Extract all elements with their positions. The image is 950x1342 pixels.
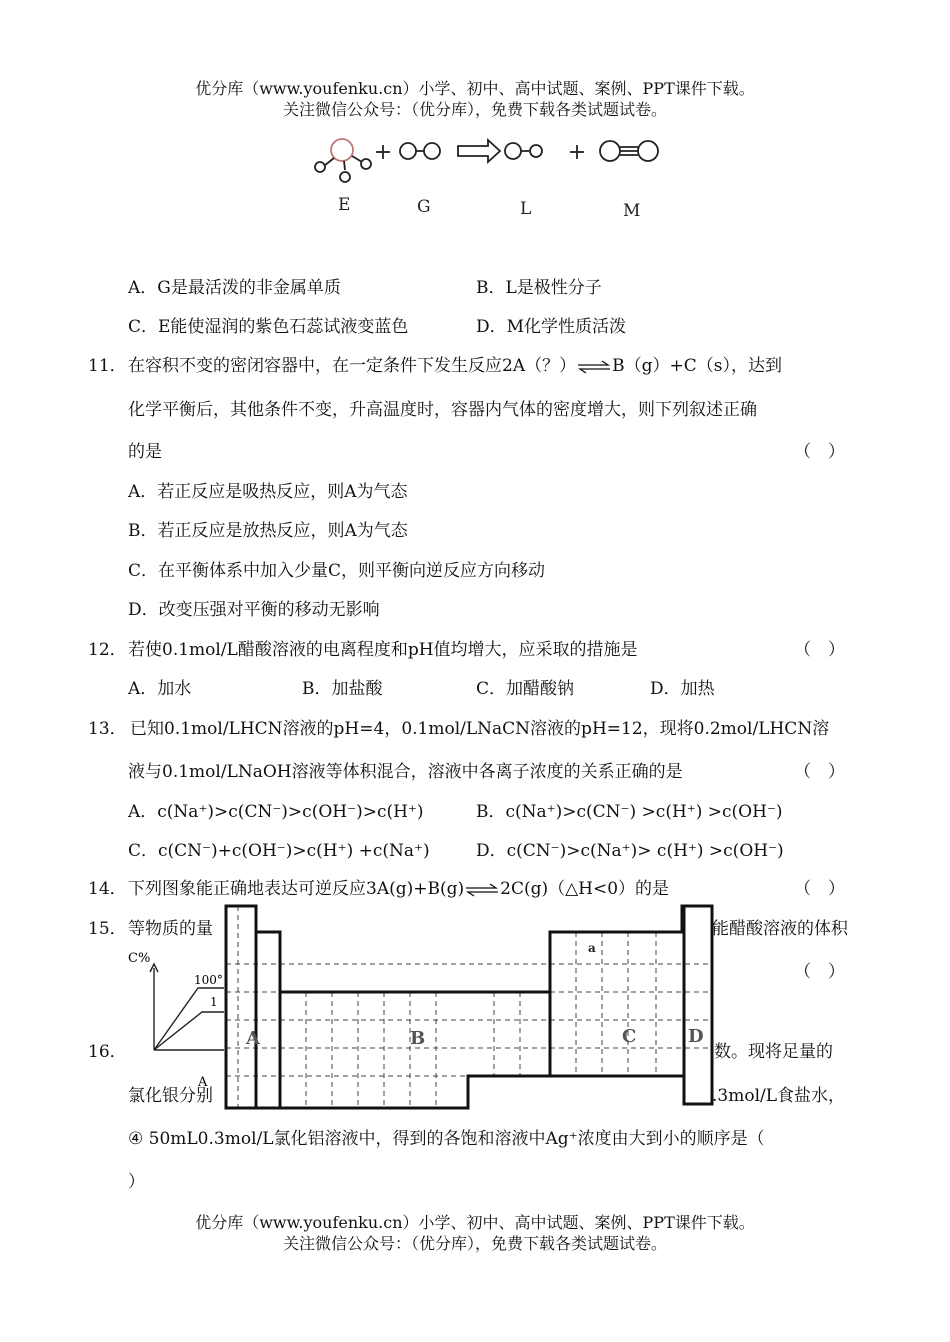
label-e: E — [338, 195, 351, 215]
q12-option-b: B．加盐酸 — [302, 679, 383, 699]
q12-number: 12． — [88, 640, 127, 660]
q11-line1-post: B（g）+C（s），达到 — [612, 356, 782, 376]
q14-answer-paren: （ ） — [794, 879, 845, 899]
q16-line2-right: .3mol/L食盐水， — [712, 1086, 846, 1106]
q15-left-text: 等物质的量 — [128, 919, 213, 939]
q13-option-d: D．c(CN⁻)>c(Na⁺)> c(H⁺) >c(OH⁻) — [476, 841, 784, 861]
footer-line-2: 关注微信公众号：（优分库），免费下载各类试题试卷。 — [282, 1234, 667, 1253]
q14-stem-post: 2C(g)（△H<0）的是 — [500, 879, 670, 899]
label-m: M — [623, 201, 641, 221]
graph-y-label: C% — [128, 951, 151, 966]
q14-stem — [128, 877, 669, 901]
q11-line2: 化学平衡后，其他条件不变，升高温度时，容器内气体的密度增大，则下列叙述正确 — [128, 400, 757, 420]
graph-tick-100: 100° — [194, 973, 223, 987]
table-label-d: D — [688, 1026, 704, 1047]
q11-option-b: B．若正反应是放热反应，则A为气态 — [128, 521, 408, 541]
q12-option-d: D．加热 — [650, 679, 715, 699]
q13-option-c: C．c(CN⁻)+c(OH⁻)>c(H⁺) +c(Na⁺) — [128, 841, 430, 861]
q13-answer-paren: （ ） — [794, 762, 845, 782]
q11-line1 — [128, 354, 782, 378]
q13-line2: 液与0.1mol/LNaOH溶液等体积混合，溶液中各离子浓度的关系正确的是 — [128, 762, 683, 782]
table-label-c: C — [622, 1026, 637, 1047]
periodic-table-overlay — [220, 904, 720, 1112]
q15-number: 15． — [88, 919, 127, 939]
q11-line3: 的是 — [128, 442, 162, 462]
q14-graph-a — [120, 940, 230, 1090]
q10-option-c: C．E能使湿润的紫色石蕊试液变蓝色 — [128, 317, 409, 337]
q10-option-a: A．G是最活泼的非金属单质 — [128, 278, 341, 298]
footer-line-1: 优分库（www.youfenku.cn）小学、初中、高中试题、案例、PPT课件下载。 — [195, 1213, 755, 1232]
equilibrium-arrow-icon — [464, 883, 500, 897]
q16-line2-left: 氯化银分别 — [128, 1086, 213, 1106]
header-line-1: 优分库（www.youfenku.cn）小学、初中、高中试题、案例、PPT课件下载。 — [195, 79, 755, 98]
graph-panel-label: A — [198, 1075, 208, 1090]
q16-number: 16． — [88, 1042, 127, 1062]
q11-answer-paren: （ ） — [794, 442, 845, 462]
molecule-reaction-diagram — [300, 122, 680, 226]
q13-number: 13． — [88, 719, 127, 739]
q12-option-a: A．加水 — [128, 679, 192, 699]
q13-option-a: A．c(Na⁺)>c(CN⁻)>c(OH⁻)>c(H⁺) — [128, 802, 424, 822]
q13-line1: 已知0.1mol/LHCN溶液的pH=4，0.1mol/LNaCN溶液的pH=12，现将0.2mol/LHCN溶 — [130, 719, 830, 739]
table-label-b: B — [410, 1028, 426, 1049]
label-g: G — [417, 197, 431, 217]
q14-stem-pre: 下列图象能正确地表达可逆反应3A(g)+B(g) — [128, 879, 465, 899]
equilibrium-arrow-icon — [576, 360, 612, 374]
q12-option-c: C．加醋酸钠 — [476, 679, 575, 699]
label-l: L — [520, 199, 532, 219]
q11-option-d: D．改变压强对平衡的移动无影响 — [128, 600, 380, 620]
q12-stem: 若使0.1mol/L醋酸溶液的电离程度和pH值均增大，应采取的措施是 — [128, 640, 638, 660]
e-center-atom — [331, 139, 353, 161]
q10-option-d: D．M化学性质活泼 — [476, 317, 627, 337]
graph-tick-1: 1 — [210, 995, 218, 1009]
q11-option-a: A．若正反应是吸热反应，则A为气态 — [128, 482, 408, 502]
q14-number: 14． — [88, 879, 127, 899]
header-line-2: 关注微信公众号：（优分库），免费下载各类试题试卷。 — [282, 100, 667, 119]
q16-line4: ） — [128, 1172, 145, 1192]
q11-option-c: C．在平衡体系中加入少量C，则平衡向逆反应方向移动 — [128, 561, 546, 581]
q16-line1-right: 数。现将足量的 — [714, 1042, 833, 1062]
q15-answer-paren: （ ） — [794, 962, 845, 982]
q11-line1-pre: 在容积不变的密闭容器中，在一定条件下发生反应2A（？） — [128, 356, 577, 376]
table-small-label: a — [588, 941, 596, 955]
q16-line3: ④ 50mL0.3mol/L氯化铝溶液中，得到的各饱和溶液中Ag⁺浓度由大到小的顺序是（ — [128, 1129, 765, 1149]
q15-right-text: 能醋酸溶液的体积 — [712, 919, 848, 939]
q10-option-b: B．L是极性分子 — [476, 278, 602, 298]
q13-option-b: B．c(Na⁺)>c(CN⁻) >c(H⁺) >c(OH⁻) — [476, 802, 783, 822]
q11-number: 11． — [88, 356, 127, 376]
q12-answer-paren: （ ） — [794, 640, 845, 660]
table-label-a: A — [246, 1028, 260, 1049]
